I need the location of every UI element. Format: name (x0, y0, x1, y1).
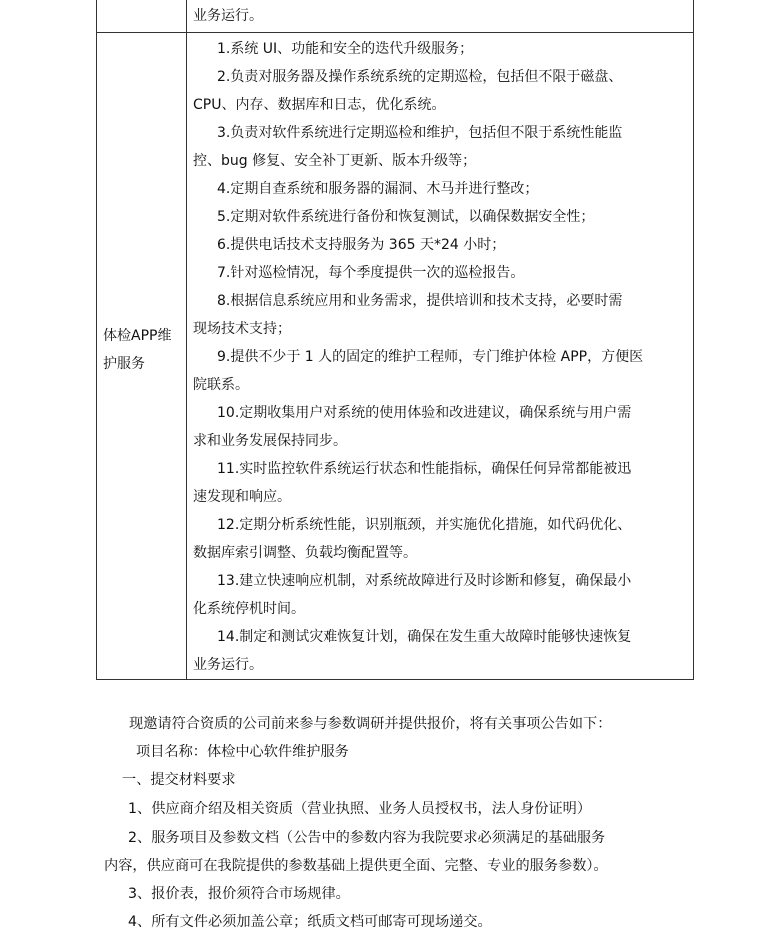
category-label: 体检APP维护服务 (103, 328, 172, 372)
list-item: 7.针对巡检情况，每个季度提供一次的巡检报告。 (217, 265, 525, 281)
list-item: 12.定期分析系统性能，识别瓶颈，并实施优化措施，如代码优化、 数据库索引调整、负载均衡配置等。 (193, 517, 632, 561)
list-item: 3.负责对软件系统进行定期巡检和维护，包括但不限于系统性能监 控、bug 修复、安全补丁更新、版本升级等； (193, 125, 623, 169)
section-heading: 一、提交材料要求 (122, 772, 236, 788)
notice-intro: 现邀请符合资质的公司前来参与参数调研并提供报价，将有关事项公告如下： (129, 716, 612, 732)
list-item: 5.定期对软件系统进行备份和恢复测试，以确保数据安全性； (217, 209, 595, 225)
service-items-list (193, 35, 693, 679)
requirement-3: 3、报价表，报价须符合市场规律。 (128, 886, 350, 902)
list-item: 13.建立快速响应机制，对系统故障进行及时诊断和修复，确保最小 化系统停机时间。 (193, 573, 632, 617)
list-item: 11.实时监控软件系统运行状态和性能指标，确保任何异常都能被迅 速发现和响应。 (193, 461, 632, 505)
list-item: 8.根据信息系统应用和业务需求，提供培训和技术支持，必要时需 现场技术支持； (193, 293, 623, 337)
top-row-text: 业务运行。 (193, 8, 263, 24)
requirement-2: 2、服务项目及参数文档（公告中的参数内容为我院要求必须满足的基础服务 (128, 830, 606, 846)
table-column-divider (186, 0, 187, 679)
list-item: 1.系统 UI、功能和安全的迭代升级服务； (217, 41, 474, 57)
requirement-2-cont: 内容，供应商可在我院提供的参数基础上提供更全面、完整、专业的服务参数）。 (104, 858, 608, 874)
list-item: 4.定期自查系统和服务器的漏洞、木马并进行整改； (217, 181, 539, 197)
list-item: 2.负责对服务器及操作系统系统的定期巡检，包括但不限于磁盘、 CPU、内存、数据库和日志，优化系统。 (193, 69, 623, 113)
table-row-divider (97, 32, 693, 33)
requirement-1: 1、供应商介绍及相关资质（营业执照、业务人员授权书，法人身份证明） (128, 801, 592, 817)
service-table (96, 0, 694, 680)
list-item: 10.定期收集用户对系统的使用体验和改进建议，确保系统与用户需 求和业务发展保持同步。 (193, 405, 632, 449)
list-item: 9.提供不少于 1 人的固定的维护工程师，专门维护体检 APP，方便医 院联系。 (193, 349, 644, 393)
list-item: 6.提供电话技术支持服务为 365 天*24 小时； (217, 237, 506, 253)
project-name: 项目名称：体检中心软件维护服务 (136, 744, 349, 760)
list-item: 14.制定和测试灾难恢复计划，确保在发生重大故障时能够快速恢复 业务运行。 (193, 629, 632, 673)
requirement-4: 4、所有文件必须加盖公章；纸质文档可邮寄可现场递交。 (128, 914, 492, 930)
